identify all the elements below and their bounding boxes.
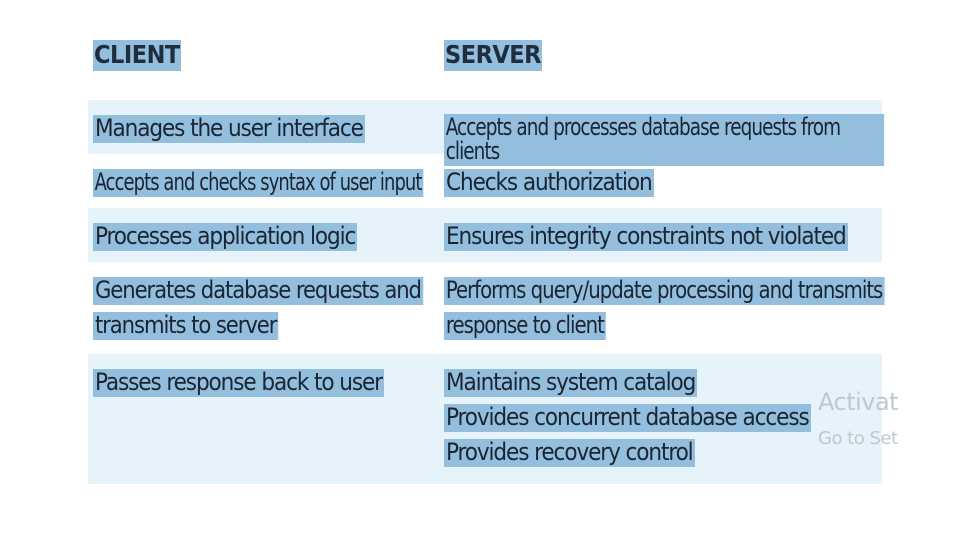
cell-text: Generates database requests and	[94, 276, 421, 304]
table-cell-client-2	[93, 168, 423, 203]
cell-text: Provides recovery control	[446, 438, 693, 466]
server-header-text: SERVER	[445, 40, 541, 69]
cell-text: Accepts and processes database requests from clients	[444, 114, 884, 166]
table-cell-server-5	[444, 368, 811, 473]
cell-text: Ensures integrity constraints not violated	[446, 222, 846, 250]
cell-text: Maintains system catalog	[446, 368, 696, 396]
cell-text: Provides concurrent database access	[446, 403, 809, 431]
cell-text: Manages the user interface	[95, 114, 363, 142]
cell-text: response to client	[445, 311, 604, 339]
cell-text: Accepts and checks syntax of user input	[94, 168, 422, 196]
client-column-header	[93, 40, 181, 71]
cell-text: Processes application logic	[95, 222, 356, 250]
activation-watermark-title: Activat	[818, 388, 899, 416]
table-cell-client-3	[93, 222, 357, 257]
cell-text: Performs query/update processing and transmits	[445, 276, 883, 304]
table-cell-server-4	[444, 276, 884, 346]
table-cell-client-1	[93, 114, 365, 149]
table-cell-server-1	[444, 114, 884, 172]
table-cell-client-4	[93, 276, 423, 346]
table-cell-server-2	[444, 168, 654, 203]
table-cell-client-5	[93, 368, 384, 403]
server-column-header	[444, 40, 542, 71]
cell-text: Passes response back to user	[95, 368, 382, 396]
cell-text: transmits to server	[94, 311, 277, 339]
cell-text: Checks authorization	[446, 168, 652, 196]
table-cell-server-3	[444, 222, 848, 257]
client-header-text: CLIENT	[94, 40, 180, 69]
activation-watermark-subtitle: Go to Set	[818, 428, 898, 449]
